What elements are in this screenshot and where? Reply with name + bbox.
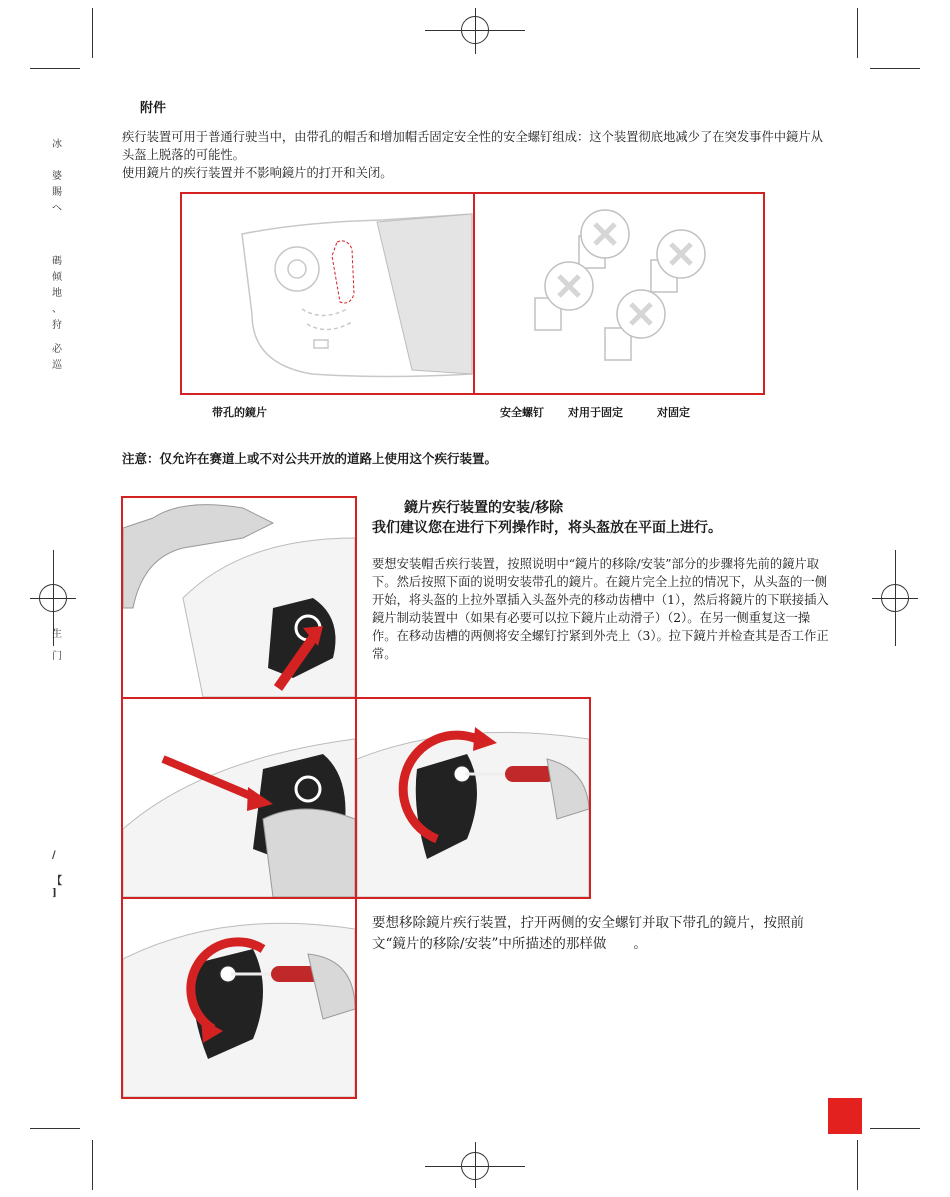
margin-text: 冰 婆 賜 へ xyxy=(52,139,62,214)
screws-illustration xyxy=(475,194,763,393)
margin-text: / 【 ] xyxy=(52,850,62,899)
step-illustration xyxy=(357,699,589,897)
screws-figure xyxy=(473,192,765,395)
crop-mark xyxy=(870,1128,920,1129)
intro-paragraph: 使用鏡片的疾行装置并不影响鏡片的打开和关闭。 xyxy=(122,166,393,180)
step-illustration xyxy=(123,899,355,1097)
margin-text: 生 门 xyxy=(52,629,62,662)
step-figure-3 xyxy=(355,697,591,899)
step-figure-1 xyxy=(121,496,357,699)
section-title: 附件 xyxy=(140,101,167,116)
instructions-subtitle: 我们建议您在进行下列操作时，将头盔放在平面上进行。 xyxy=(372,520,722,536)
registration-target-icon xyxy=(461,1152,489,1180)
crop-mark xyxy=(92,1140,93,1190)
screws-caption-2: 对用于固定 xyxy=(568,406,623,419)
instructions-title: 鏡片疾行装置的安装/移除 xyxy=(404,500,564,516)
screws-caption: 安全螺钉 xyxy=(500,406,544,419)
step-illustration xyxy=(123,699,355,897)
crop-mark xyxy=(30,1128,80,1129)
registration-target-icon xyxy=(39,584,67,612)
step-illustration xyxy=(123,498,355,697)
crop-mark xyxy=(870,68,920,69)
crop-mark xyxy=(857,1140,858,1190)
intro-text xyxy=(122,128,832,182)
step-figure-4 xyxy=(121,897,357,1099)
install-instructions: 要想安装帽舌疾行装置，按照说明中“鏡片的移除/安装”部分的步骤将先前的鏡片取下。然后按照下面的说明安装带孔的鏡片。在鏡片完全上拉的情况下，从头盔的一侧开始，将头盔的上拉外罩插入头盔外壳的移动齿槽中（1），然后将鏡片的下联接插入鏡片制动装置中（如果有必要可以拉下鏡片止动滑子）（2）。在另一侧重复这一操作。在移动齿槽的两侧将安全螺钉拧紧到外壳上（3）。拉下鏡片并检查其是否工作正常。 xyxy=(372,557,829,661)
crop-mark xyxy=(92,8,93,58)
step-figure-2 xyxy=(121,697,357,899)
crop-mark xyxy=(30,68,80,69)
visor-figure xyxy=(180,192,475,395)
visor-illustration xyxy=(182,194,473,393)
intro-paragraph: 疾行装置可用于普通行驶当中，由带孔的帽舌和增加帽舌固定安全性的安全螺钉组成：这个装置彻底地减少了在突发事件中鏡片从头盔上脱落的可能性。 xyxy=(122,130,823,162)
visor-caption: 带孔的鏡片 xyxy=(212,406,267,419)
page-tab-marker xyxy=(828,1098,862,1134)
registration-target-icon xyxy=(881,584,909,612)
crop-mark xyxy=(857,8,858,58)
warning-note: 注意：仅允许在赛道上或不对公共开放的道路上使用这个疾行装置。 xyxy=(122,451,498,466)
margin-text: 碼 倾 地 、 狩 必 巡 xyxy=(52,256,62,371)
remove-instructions: 要想移除鏡片疾行装置，拧开两侧的安全螺钉并取下带孔的鏡片，按照前文“鏡片的移除/安装”中所描述的那样做 。 xyxy=(372,915,804,952)
screws-caption-3: 对固定 xyxy=(657,406,690,419)
registration-target-icon xyxy=(461,16,489,44)
